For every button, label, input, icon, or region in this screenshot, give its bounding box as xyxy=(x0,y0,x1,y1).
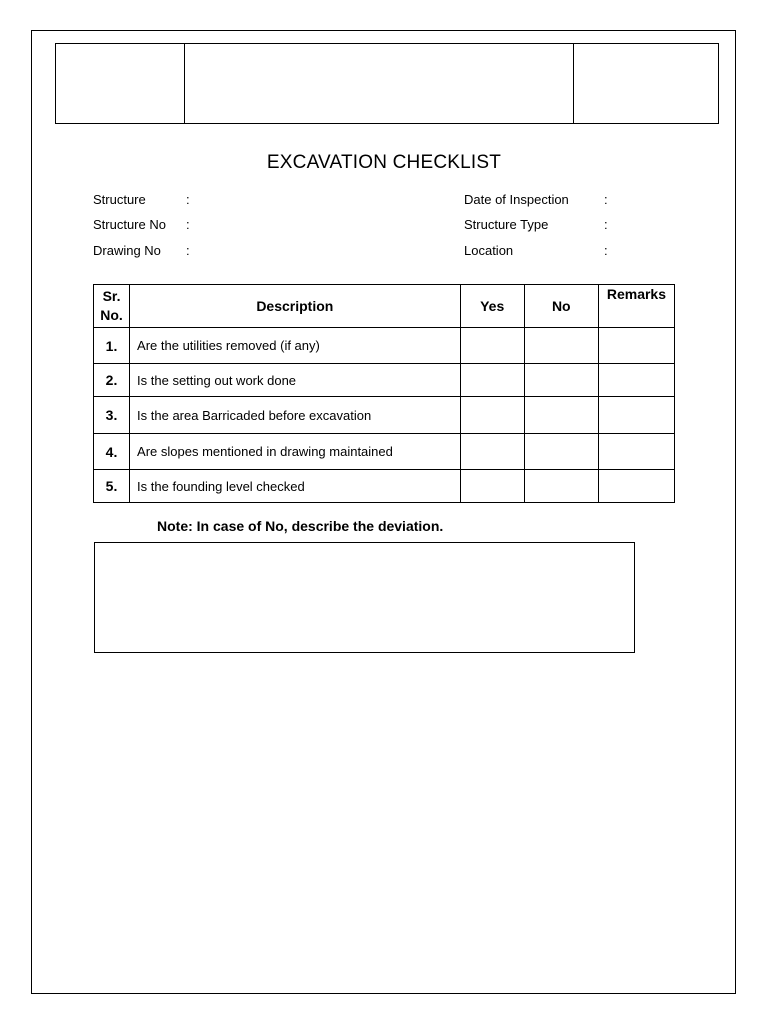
remarks-cell[interactable] xyxy=(598,434,674,470)
field-colon: : xyxy=(604,243,608,258)
field-colon: : xyxy=(604,192,608,207)
row-description: Are the utilities removed (if any) xyxy=(130,328,461,364)
table-row xyxy=(94,397,675,434)
row-description: Is the area Barricaded before excavation xyxy=(130,397,461,434)
row-number: 2. xyxy=(94,364,130,397)
table-row xyxy=(94,470,675,503)
header-no: No xyxy=(524,285,598,328)
header-box xyxy=(55,43,719,124)
field-label: Location xyxy=(464,243,514,258)
deviation-textbox[interactable] xyxy=(94,542,635,653)
yes-cell[interactable] xyxy=(460,470,524,503)
table-row xyxy=(94,328,675,364)
header-logo-cell xyxy=(56,44,185,123)
yes-cell[interactable] xyxy=(460,397,524,434)
remarks-cell[interactable] xyxy=(598,470,674,503)
field-label: Structure xyxy=(93,192,146,207)
row-description: Is the founding level checked xyxy=(130,470,461,503)
yes-cell[interactable] xyxy=(460,364,524,397)
table-header-row xyxy=(94,285,675,328)
page-border xyxy=(31,30,736,994)
no-cell[interactable] xyxy=(524,364,598,397)
remarks-cell[interactable] xyxy=(598,364,674,397)
field-label: Structure Type xyxy=(464,217,549,232)
document-title: EXCAVATION CHECKLIST xyxy=(266,152,502,173)
no-cell[interactable] xyxy=(524,328,598,364)
row-number: 5. xyxy=(94,470,130,503)
header-sr-line2: No. xyxy=(100,307,123,323)
yes-cell[interactable] xyxy=(460,328,524,364)
field-colon: : xyxy=(604,217,608,232)
row-number: 4. xyxy=(94,434,130,470)
yes-cell[interactable] xyxy=(460,434,524,470)
header-sr-line1: Sr. xyxy=(102,288,121,304)
field-colon: : xyxy=(186,192,190,207)
checklist-table xyxy=(93,284,675,503)
header-yes: Yes xyxy=(460,285,524,328)
no-cell[interactable] xyxy=(524,434,598,470)
field-colon: : xyxy=(186,217,190,232)
table-row xyxy=(94,434,675,470)
header-ref-cell xyxy=(574,44,718,123)
field-label: Drawing No xyxy=(93,243,161,258)
header-remarks: Remarks xyxy=(598,285,674,328)
header-title-cell xyxy=(185,44,574,123)
field-label: Structure No xyxy=(93,217,166,232)
field-label: Date of Inspection xyxy=(464,192,569,207)
header-description: Description xyxy=(130,285,461,328)
deviation-note: Note: In case of No, describe the deviation. xyxy=(157,518,444,534)
row-number: 1. xyxy=(94,328,130,364)
row-number: 3. xyxy=(94,397,130,434)
remarks-cell[interactable] xyxy=(598,397,674,434)
remarks-cell[interactable] xyxy=(598,328,674,364)
table-row xyxy=(94,364,675,397)
no-cell[interactable] xyxy=(524,397,598,434)
header-sr-no xyxy=(94,285,130,328)
field-colon: : xyxy=(186,243,190,258)
no-cell[interactable] xyxy=(524,470,598,503)
row-description: Is the setting out work done xyxy=(130,364,461,397)
row-description: Are slopes mentioned in drawing maintained xyxy=(130,434,461,470)
